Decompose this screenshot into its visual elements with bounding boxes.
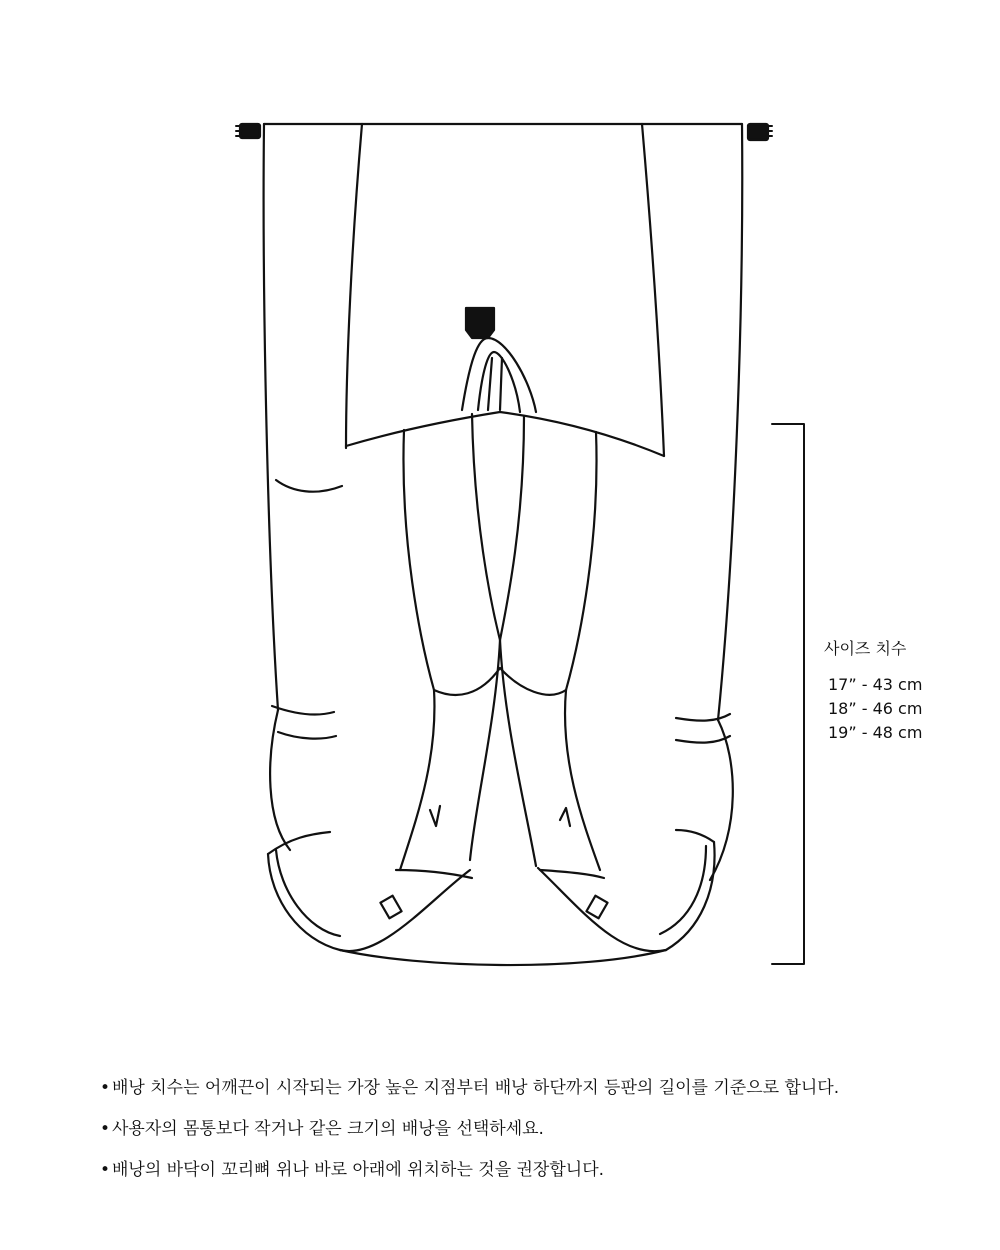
hip-belt	[268, 830, 715, 965]
back-panel-top-edge	[346, 412, 664, 456]
note-item	[100, 1156, 839, 1197]
side-pockets	[270, 706, 733, 880]
note-text: 사용자의 몸통보다 작거나 같은 크기의 배낭을 선택하세요.	[112, 1119, 544, 1139]
size-option: 18” - 46 cm	[828, 699, 923, 718]
left-shoulder-strap	[396, 414, 500, 878]
size-measurement-bracket	[772, 424, 804, 964]
size-list	[828, 673, 922, 745]
bullet-icon: •	[100, 1078, 111, 1098]
note-item	[100, 1115, 839, 1156]
note-text: 배낭 치수는 어깨끈이 시작되는 가장 높은 지점부터 배낭 하단까지 등판의 길이를 기준으로 합니다.	[112, 1078, 840, 1098]
size-option: 17” - 43 cm	[828, 675, 923, 694]
size-panel-title: 사이즈 치수	[824, 639, 907, 658]
bullet-icon: •	[100, 1119, 111, 1139]
right-strap-adjuster-icon	[586, 896, 607, 919]
left-strap-adjuster-icon	[380, 896, 401, 919]
outer-straps	[346, 124, 664, 456]
right-buckle-icon	[748, 124, 772, 140]
left-buckle-icon	[236, 124, 260, 138]
left-side-crease	[276, 480, 342, 492]
top-handle	[462, 308, 536, 412]
note-text: 배낭의 바닥이 꼬리뼈 위나 바로 아래에 위치하는 것을 권장합니다.	[112, 1160, 605, 1180]
note-item	[100, 1074, 839, 1115]
right-shoulder-strap	[500, 416, 604, 878]
size-option: 19” - 48 cm	[828, 723, 923, 742]
sizing-notes	[100, 1074, 839, 1197]
bullet-icon: •	[100, 1160, 111, 1180]
